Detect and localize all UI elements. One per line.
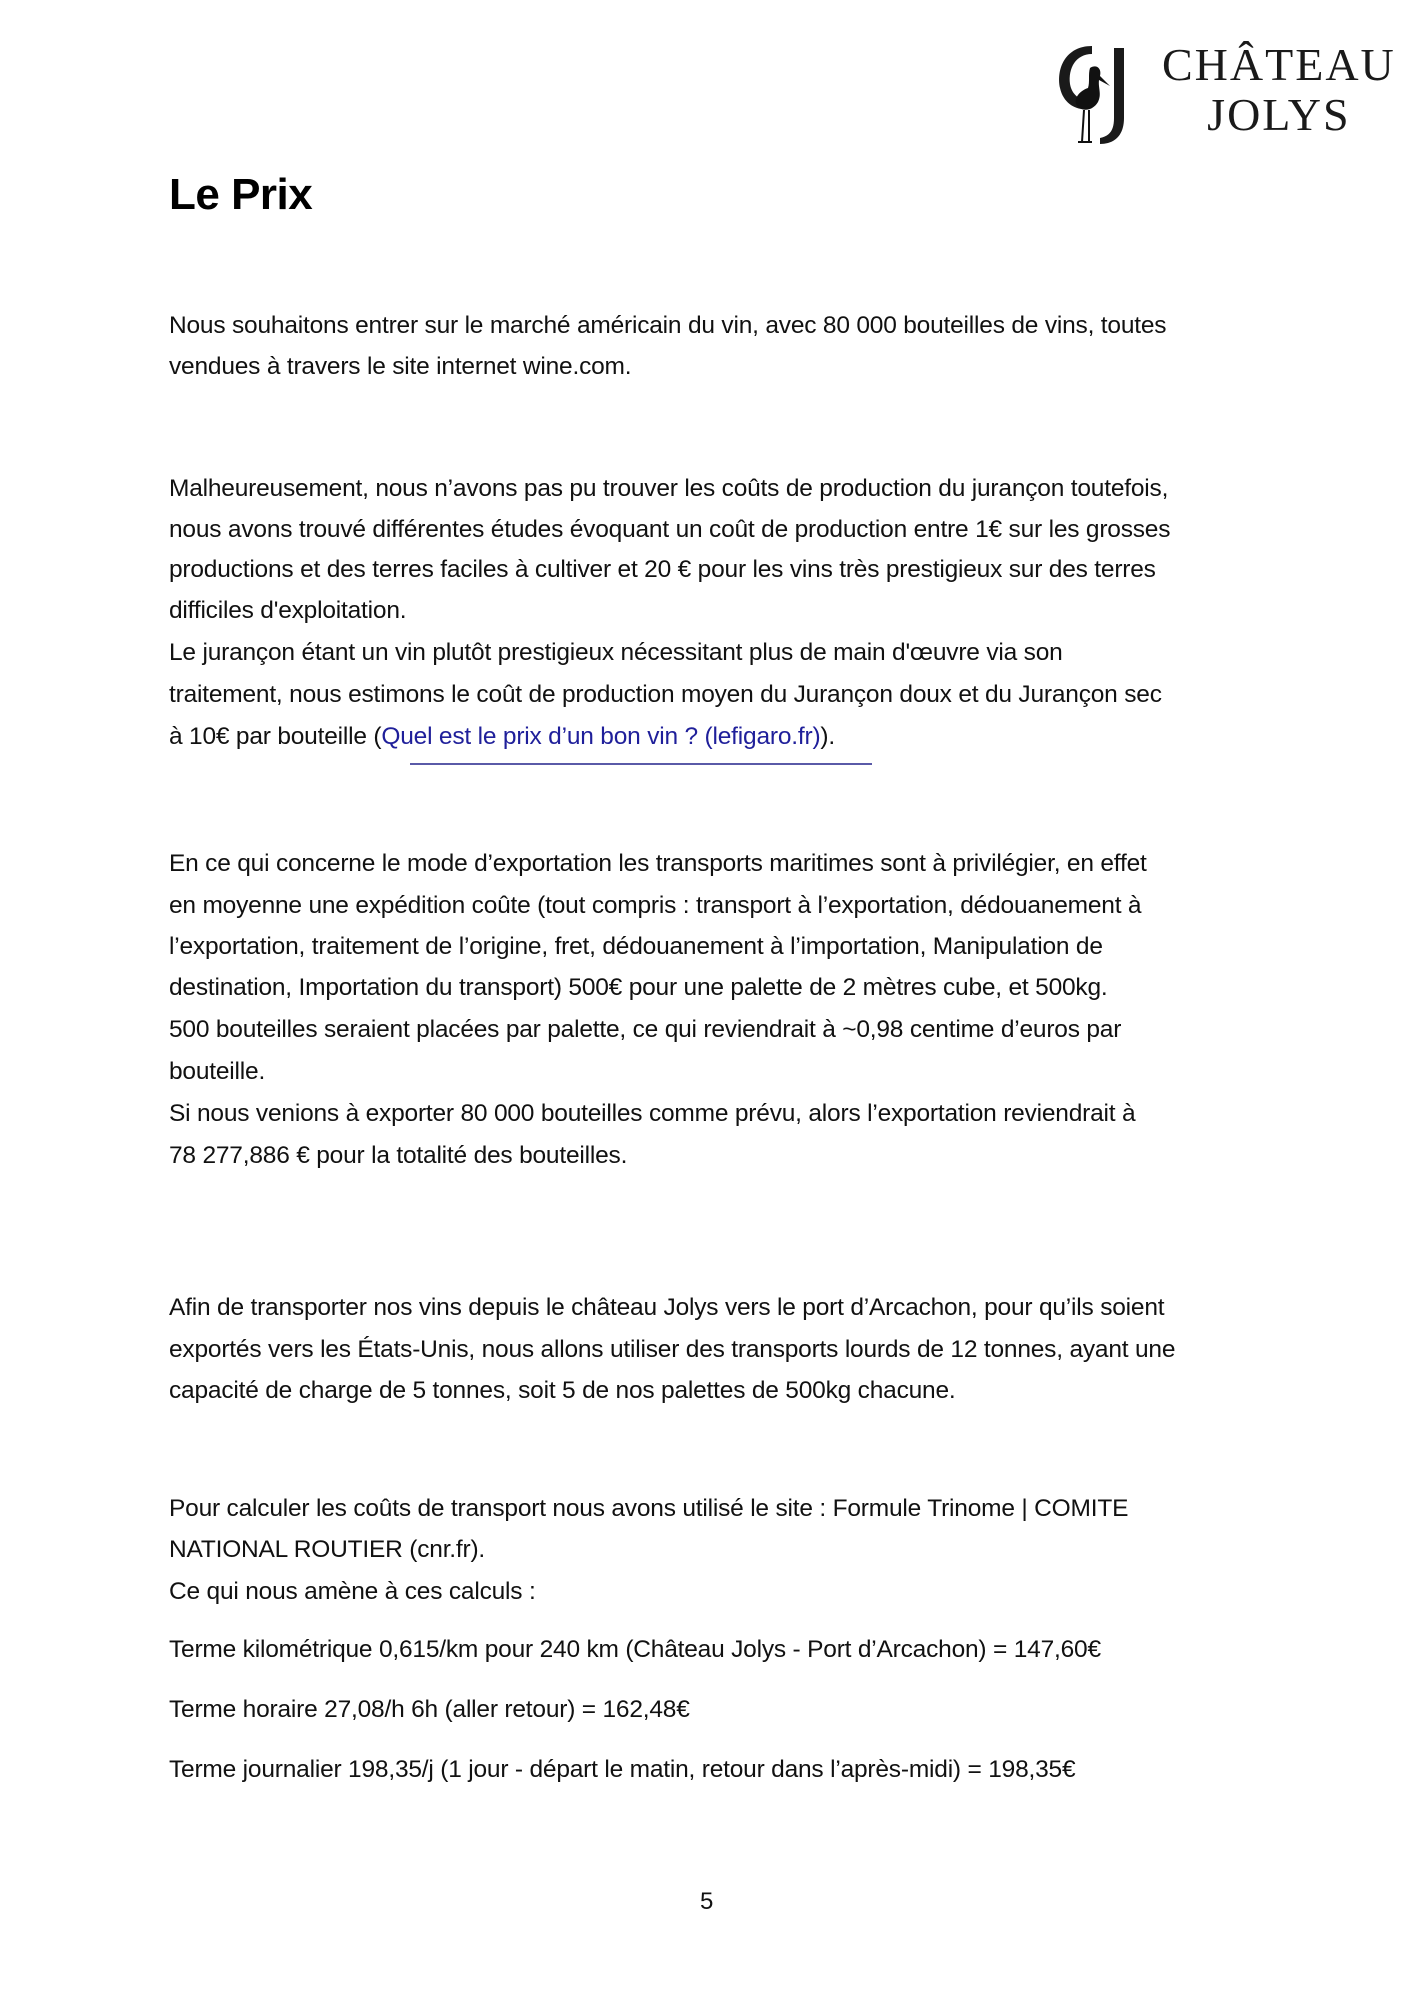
export-line: l’exportation, traitement de l’origine, fret, dédouanement à l’importation, Manipulation de <box>169 933 1103 960</box>
export-line: en moyenne une expédition coûte (tout compris : transport à l’exportation, dédouanement à <box>169 892 1142 919</box>
text-after-link: ). <box>820 723 835 750</box>
calc-intro-line: Ce qui nous amène à ces calculs : <box>169 1578 536 1605</box>
transport-line: Afin de transporter nos vins depuis le château Jolys vers le port d’Arcachon, pour qu’ils soient <box>169 1294 1165 1321</box>
export-line: Si nous venions à exporter 80 000 bouteilles comme prévu, alors l’exportation reviendrait à <box>169 1100 1136 1127</box>
calc-kilometric: Terme kilométrique 0,615/km pour 240 km (Château Jolys - Port d’Arcachon) = 147,60€ <box>169 1636 1101 1663</box>
transport-line: exportés vers les États-Unis, nous allons utiliser des transports lourds de 12 tonnes, ayant une <box>169 1336 1176 1363</box>
chateau-jolys-logo <box>1052 38 1402 148</box>
logo-line-jolys: JOLYS <box>1207 89 1351 140</box>
export-line: En ce qui concerne le mode d’exportation les transports maritimes sont à privilégier, en effet <box>169 850 1147 877</box>
production-line-with-link <box>169 722 835 752</box>
page-title: Le Prix <box>169 170 313 219</box>
production-line: Malheureusement, nous n’avons pas pu trouver les coûts de production du jurançon toutefois, <box>169 475 1169 502</box>
export-line: destination, Importation du transport) 500€ pour une palette de 2 mètres cube, et 500kg. <box>169 974 1108 1001</box>
production-line: productions et des terres faciles à cultiver et 20 € pour les vins très prestigieux sur des terres <box>169 556 1156 583</box>
intro-line: vendues à travers le site internet wine.com. <box>169 353 632 380</box>
logo-line-chateau: CHÂTEAU <box>1162 39 1396 90</box>
export-line: 78 277,886 € pour la totalité des bouteilles. <box>169 1142 628 1169</box>
production-line: difficiles d'exploitation. <box>169 597 407 624</box>
production-line: traitement, nous estimons le coût de production moyen du Jurançon doux et du Jurançon sec <box>169 681 1162 708</box>
export-line: bouteille. <box>169 1058 266 1085</box>
logo-wordmark <box>1162 40 1396 140</box>
export-line: 500 bouteilles seraient placées par palette, ce qui reviendrait à ~0,98 centime d’euros par <box>169 1016 1122 1043</box>
page-number: 5 <box>700 1888 714 1915</box>
transport-line: capacité de charge de 5 tonnes, soit 5 de nos palettes de 500kg chacune. <box>169 1377 956 1404</box>
calc-hourly: Terme horaire 27,08/h 6h (aller retour) = 162,48€ <box>169 1696 690 1723</box>
calc-intro-line: NATIONAL ROUTIER (cnr.fr). <box>169 1536 486 1563</box>
text-before-link: à 10€ par bouteille ( <box>169 723 382 750</box>
production-line: Le jurançon étant un vin plutôt prestigieux nécessitant plus de main d'œuvre via son <box>169 639 1063 666</box>
lefigaro-link[interactable]: Quel est le prix d’un bon vin ? (lefigaro.fr) <box>381 723 821 750</box>
calc-intro-line: Pour calculer les coûts de transport nous avons utilisé le site : Formule Trinome | COMITE <box>169 1495 1129 1522</box>
production-line: nous avons trouvé différentes études évoquant un coût de production entre 1€ sur les grosses <box>169 516 1171 543</box>
calc-daily: Terme journalier 198,35/j (1 jour - départ le matin, retour dans l’après-midi) = 198,35€ <box>169 1756 1076 1783</box>
link-underline <box>410 763 872 765</box>
stork-monogram-icon <box>1052 38 1152 148</box>
intro-line: Nous souhaitons entrer sur le marché américain du vin, avec 80 000 bouteilles de vins, toutes <box>169 312 1167 339</box>
